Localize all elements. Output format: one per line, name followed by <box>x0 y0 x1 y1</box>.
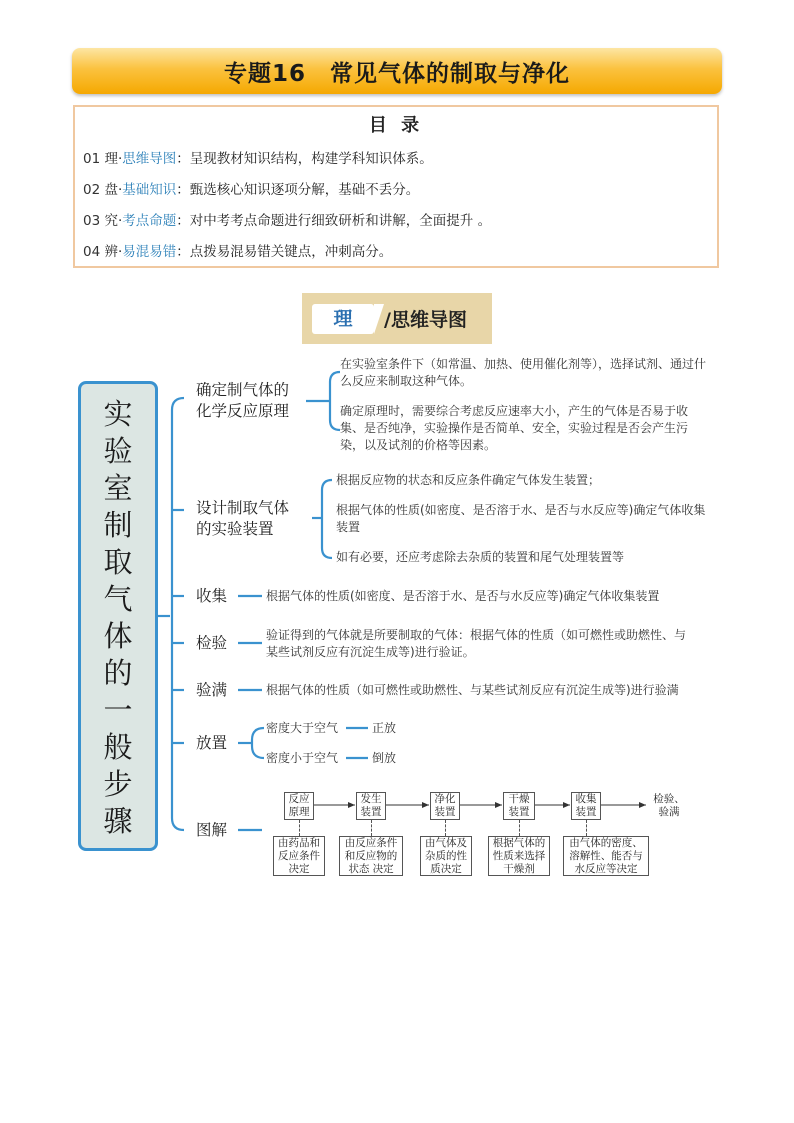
full-leaf: 根据气体的性质（如可燃性或助燃性、与某些试剂反应有沉淀生成等)进行验满 <box>266 683 679 697</box>
flow-step-final <box>648 793 690 819</box>
flow-note-line: 质决定 <box>430 863 462 875</box>
toc-key: 易混易错 <box>122 244 177 260</box>
flow-dash <box>371 820 372 836</box>
toc-number: 01 <box>83 151 101 167</box>
flow-step-bottom: 装置 <box>508 806 530 818</box>
flow-step-bottom: 原理 <box>288 806 310 818</box>
toc-key: 基础知识 <box>122 182 177 198</box>
toc-description: ：对中考考点命题进行细致研析和讲解，全面提升 。 <box>176 213 492 229</box>
flow-note-line: 反应条件 <box>278 850 320 862</box>
flow-step <box>571 792 601 820</box>
flow-note <box>339 836 403 876</box>
flow-step-top: 发生 <box>360 793 382 805</box>
flow-note-line: 和反应物的 <box>344 850 398 862</box>
flow-note-line: 水反应等决定 <box>574 863 638 875</box>
flow-note-line: 根据气体的 <box>492 837 546 849</box>
toc-heading: 目 录 <box>368 115 424 136</box>
page-title: 专题16 常见气体的制取与净化 <box>223 60 570 87</box>
flow-step-bottom: 验满 <box>658 806 680 818</box>
flow-note-line: 由药品和 <box>278 837 320 849</box>
branch-principle-line1: 确定制气体的 <box>196 381 290 399</box>
flow-note-line: 状态 决定 <box>348 863 394 875</box>
collect-leaf: 根据气体的性质(如密度、是否溶于水、是否与水反应等)确定气体收集装置 <box>266 589 660 603</box>
flow-step-top: 净化 <box>434 793 456 805</box>
toc-key: 考点命题 <box>122 213 177 229</box>
flow-step <box>284 792 314 820</box>
root-char: 实 <box>103 397 133 431</box>
principle-leaf-1: 在实验室条件下（如常温、加热、使用催化剂等），选择试剂、通过什么反应来制取这种气体。 <box>340 357 707 388</box>
branch-principle-line2: 化学反应原理 <box>196 402 290 420</box>
principle-leaf-2: 确定原理时，需要综合考虑反应速率大小，产生的气体是否易于收集、是否纯净，实验操作是否简单、安全，实验过程是否会产生污染，以及试剂的价格等因素。 <box>340 404 689 452</box>
flow-note-line: 由气体的密度、 <box>569 837 643 849</box>
flow-note <box>563 836 649 876</box>
toc-prefix: 理· <box>104 151 123 167</box>
flow-dash <box>299 820 300 836</box>
toc-description: ：甄选核心知识逐项分解，基础不丢分。 <box>176 182 420 198</box>
root-char: 验 <box>103 434 133 468</box>
root-char: 一 <box>103 693 133 727</box>
branch-full[interactable]: 验满 <box>196 681 228 699</box>
toc-number: 03 <box>83 213 101 229</box>
flow-step <box>503 792 535 820</box>
test-leaf: 验证得到的气体就是所要制取的气体：根据气体的性质（如可燃性或助燃性、与某些试剂反应有沉淀生成等)进行验证。 <box>266 628 687 659</box>
apparatus-leaf-3: 如有必要，还应考虑除去杂质的装置和尾气处理装置等 <box>336 550 625 564</box>
apparatus-leaf-1: 根据反应物的状态和反应条件确定气体发生装置； <box>336 473 601 487</box>
flow-step-bottom: 装置 <box>575 806 597 818</box>
flow-note <box>488 836 550 876</box>
section-badge: 理 <box>312 304 374 334</box>
root-char: 室 <box>103 471 133 505</box>
flow-dash <box>586 820 587 836</box>
flow-step-bottom: 装置 <box>434 806 456 818</box>
flow-step-top: 干燥 <box>508 793 530 805</box>
root-char: 取 <box>103 545 133 579</box>
toc-prefix: 辨· <box>104 244 123 260</box>
branch-collect[interactable]: 收集 <box>196 587 228 605</box>
flow-dash <box>519 820 520 836</box>
flow-step-bottom: 装置 <box>360 806 382 818</box>
branch-apparatus-line1: 设计制取气体 <box>196 499 290 517</box>
flow-step-top: 反应 <box>288 793 310 805</box>
root-char: 的 <box>103 656 133 690</box>
flow-step-top: 检验、 <box>653 793 685 805</box>
toc-number: 02 <box>83 182 101 198</box>
toc-key: 思维导图 <box>122 151 177 167</box>
flow-note-line: 溶解性、能否与 <box>569 850 643 862</box>
section-title: /思维导图 <box>384 309 467 331</box>
place-light-result: 倒放 <box>372 751 397 765</box>
flow-note-line: 由反应条件 <box>344 837 398 849</box>
root-char: 体 <box>103 619 133 653</box>
root-char: 制 <box>103 508 133 542</box>
toc-prefix: 盘· <box>104 182 123 198</box>
root-char: 步 <box>103 767 133 801</box>
root-char: 般 <box>103 730 133 764</box>
flow-note-line: 由气体及 <box>425 837 467 849</box>
apparatus-leaf-2: 根据气体的性质(如密度、是否溶于水、是否与水反应等)确定气体收集装置 <box>336 503 706 534</box>
place-light: 密度小于空气 <box>266 751 339 765</box>
branch-test[interactable]: 检验 <box>196 634 228 652</box>
flow-note-line: 杂质的性 <box>425 850 467 862</box>
branch-apparatus-line2: 的实验装置 <box>196 520 274 538</box>
root-char: 气 <box>103 582 133 616</box>
place-heavy: 密度大于空气 <box>266 721 339 735</box>
flow-note-line: 决定 <box>288 863 310 875</box>
flow-note <box>273 836 325 876</box>
root-char: 骤 <box>103 804 133 838</box>
toc-description: ：点拨易混易错关键点，冲刺高分。 <box>176 244 393 260</box>
flow-step-top: 收集 <box>575 793 597 805</box>
flow-note-line: 干燥剂 <box>503 863 535 875</box>
flow-dash <box>445 820 446 836</box>
toc-number: 04 <box>83 244 101 260</box>
branch-diagram[interactable]: 图解 <box>196 821 228 839</box>
flow-step <box>430 792 460 820</box>
branch-place[interactable]: 放置 <box>196 734 228 752</box>
flow-note <box>420 836 472 876</box>
place-heavy-result: 正放 <box>372 721 397 735</box>
flow-step <box>356 792 386 820</box>
toc-prefix: 究· <box>104 213 123 229</box>
toc-description: ：呈现教材知识结构，构建学科知识体系。 <box>176 151 433 167</box>
flow-note-line: 性质来选择 <box>492 850 546 862</box>
